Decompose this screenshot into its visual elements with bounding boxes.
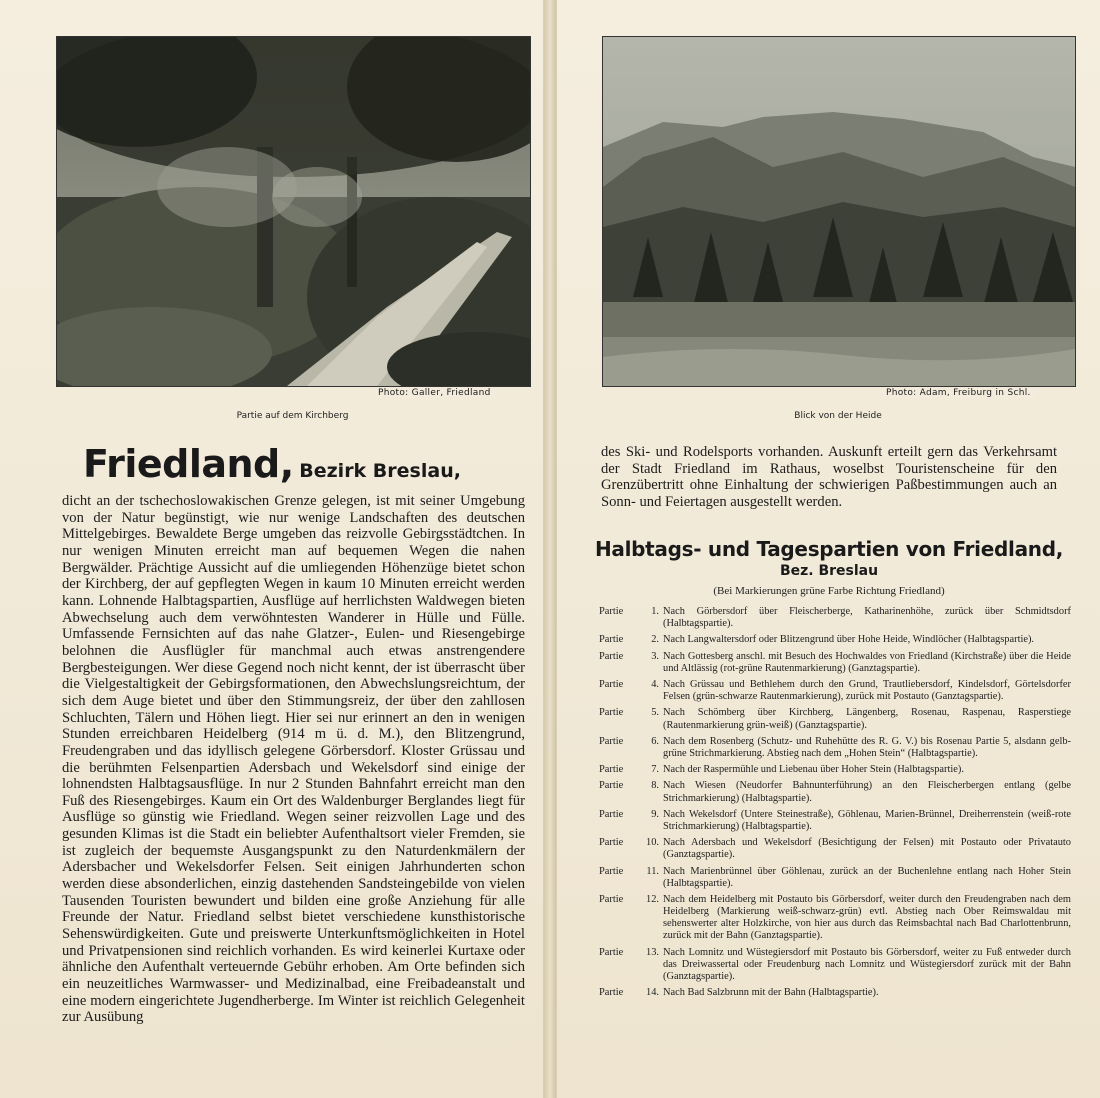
photo-credit: Photo: Adam, Freiburg in Schl. (882, 388, 1035, 398)
partie-number: 4. (651, 679, 659, 691)
partie-label: Partie (599, 764, 624, 776)
partie-number: 8. (651, 780, 659, 792)
partie-number: 2. (651, 634, 659, 646)
partie-text: Nach dem Heidelberg mit Postauto bis Görbersdorf, weiter durch den Freudengraben nach dem Heidelberg (Markierung weiß-schwarz-grün) evtl. Abstieg nach Ober Reimswaldau mit sehenswerter alter Holzkirche, von hier aus durch das Reimsbachtal nach Bad Charlottenbrunn, zurück mit der Bahn (Ganztagspartie). (663, 893, 1071, 942)
partie-text: Nach Marienbrünnel über Göhlenau, zurück an der Buchenlehne entlang nach Hoher Stein (Halbtagspartie). (663, 865, 1071, 889)
list-item (599, 987, 1071, 999)
partie-label: Partie (599, 679, 624, 691)
partie-number: 10. (646, 837, 659, 849)
partie-label: Partie (599, 650, 624, 662)
partie-label: Partie (599, 606, 624, 617)
partie-label: Partie (599, 893, 624, 905)
partie-label: Partie (599, 808, 624, 820)
partie-text: Nach dem Rosenberg (Schutz- und Ruhehütte des R. G. V.) bis Rosenau Partie 5, alsdann gelb-grüne Strichmarkierung. Abstieg nach dem „Hohen Stein“ (Halbtagspartie). (663, 735, 1071, 759)
partie-text: Nach Adersbach und Wekelsdorf (Besichtigung der Felsen) mit Postauto oder Privatauto (Ganztagspartie). (663, 837, 1071, 861)
list-item (599, 606, 1071, 630)
partie-text: Nach Wekelsdorf (Untere Steinestraße), Göhlenau, Marien-Brünnel, Dreiherrenstein (weiß-rote Strichmarkierung) (Halbtagspartie). (663, 808, 1071, 832)
partie-label: Partie (599, 780, 624, 792)
section-note: (Bei Markierungen grüne Farbe Richtung Friedland) (713, 585, 945, 597)
partie-text: Nach Görbersdorf über Fleischerberge, Katharinenhöhe, zurück über Schmidtsdorf (Halbtagspartie). (663, 606, 1071, 630)
photo-heide (602, 36, 1076, 387)
list-item (599, 780, 1071, 804)
list-item (599, 947, 1071, 983)
partie-number: 11. (646, 865, 659, 877)
partie-text: Nach Wiesen (Neudorfer Bahnunterführung) an den Fleischerbergen entlang (gelbe Strichmarkierung) (Halbtagspartie). (663, 780, 1071, 804)
partie-label: Partie (599, 946, 624, 958)
partie-number: 9. (651, 808, 659, 820)
center-fold (544, 0, 556, 1098)
partie-label: Partie (599, 837, 624, 849)
partie-number: 1. (651, 606, 659, 617)
section-subtitle: Bez. Breslau (779, 563, 879, 579)
list-item (599, 736, 1071, 760)
list-item (599, 866, 1071, 890)
list-item (599, 837, 1071, 861)
partie-list (599, 606, 1071, 1003)
list-item (599, 651, 1071, 675)
list-item (599, 809, 1071, 833)
partie-label: Partie (599, 865, 624, 877)
list-item (599, 764, 1071, 776)
partie-number: 3. (651, 650, 659, 662)
partie-text: Nach Grüssau und Bethlehem durch den Grund, Trautliebersdorf, Kindelsdorf, Görtelsdorfer Felsen (grün-schwarze Rautenmarkierung), zurück mit Postauto (Ganztagspartie). (663, 679, 1071, 703)
partie-number: 12. (646, 893, 659, 905)
list-item (599, 707, 1071, 731)
partie-number: 6. (651, 735, 659, 747)
partie-number: 13. (646, 946, 659, 958)
page-title (0, 442, 544, 486)
photo-credit: Photo: Galler, Friedland (374, 388, 495, 398)
partie-label: Partie (599, 634, 624, 646)
list-item (599, 679, 1071, 703)
partie-number: 14. (646, 986, 659, 998)
body-paragraph: dicht an der tschechoslowakischen Grenze gelegen, ist mit seiner Umgebung von der Natur begünstigt, wie nur wenige Landschaften des deutschen Mittelgebirges. Bewaldete Berge umgeben das reizvolle Gebirgsstädtchen. In nur wenigen Minuten erreicht man auf bequemen Wegen die nahen Bergwälder. Prächtige Aussicht auf die umliegenden Höhenzüge bietet schon der Kirchberg, der auf gepflegten Wegen in kaum 10 Minuten erreicht werden kann. Lohnende Halbtagspartien, Ausflüge auf herrlichsten Waldwegen bieten Abwechselung auch dem verwöhntesten Wanderer in Hülle und Fülle. Umfassende Fernsichten auf das nahe Glatzer-, Eulen- und Riesengebirge belohnen die Ausflügler für manchmal auch etwas anstrengendere Bergbesteigungen. Wer diese Gegend noch nicht kennt, der ist überrascht über die Vielgestaltigkeit der Gebirgsformationen, den Abwechslungsreichtum, der sich dem Auge bietet und über den Stimmungsreiz, der über den zahllosen Schluchten, Tälern und Höhen liegt. Hier sei nur erinnert an den in wenigen Stunden erreichbaren Heidelberg (914 m ü. d. M.), den Blitzengrund, Freudengraben und das idyllisch gelegene Görbersdorf. Kloster Grüssau und die berühmten Felsenpartien Adersbach und Wekelsdorf sind einige der lohnendsten Halbtagsausflüge. In nur 2 Stunden Bahnfahrt erreicht man den Fuß des Riesengebirges. Kaum ein Ort des Waldenburger Berglandes liegt für Ausflüge so günstig wie Friedland. Wegen seiner reizvollen Lage und des gesunden Klimas ist die Stadt ein beliebter Aufenthaltsort vieler Fremden, sie ist zugleich der bequemste Ausgangspunkt zu den Naturdenkmälern der Adersbacher und Wekelsdorfer Felsen. Seit einigen Jahrhunderten schon werden diese absonderlichen, einzig dastehenden Sandsteingebilde von vielen Tausenden Touristen bewundert und bilden eine große Anziehung für alle Freunde der Natur. Friedland selbst bietet verschiedene kunsthistorische Sehenswürdigkeiten. Gute und preiswerte Unterkunftsmöglichkeiten in Hotel und Privatpensionen sind reichlich vorhanden. Es wird keinerlei Kurtaxe oder ähnliche den Aufenthalt verteuernde Gebühr erhoben. Am Orte befinden sich ein neuzeitliches Warmwasser- und Medizinalbad, eine Freibadeanstalt und eine modern eingerichtete Jugendherberge. Im Winter ist reichlich Gelegenheit zur Ausübung (62, 493, 525, 1026)
list-item (599, 634, 1071, 646)
partie-text: Nach Lomnitz und Wüstegiersdorf mit Postauto bis Görbersdorf, weiter zu Fuß entweder durch das Dreiwassertal oder Freudenburg nach Lomnitz und Wüstegiersdorf zurück mit der Bahn (Ganztagspartie). (663, 946, 1071, 982)
partie-text: Nach Schömberg über Kirchberg, Längenberg, Rosenau, Raspenau, Rasperstiege (Rautenmarkierung grün-weiß) (Ganztagspartie). (663, 707, 1071, 731)
right-page (556, 0, 1100, 1098)
partie-text: Nach Gottesberg anschl. mit Besuch des Hochwaldes von Friedland (Kirchstraße) über die Heide und Altlässig (rot-grüne Rautenmarkierung) (Ganztagspartie). (663, 650, 1071, 674)
title-main: Friedland, (83, 442, 294, 486)
photo-caption: Blick von der Heide (794, 411, 882, 421)
partie-label: Partie (599, 707, 624, 719)
partie-text: Nach Langwaltersdorf oder Blitzengrund über Hohe Heide, Windlöcher (Halbtagspartie). (663, 634, 1035, 646)
title-sub: Bezirk Breslau, (299, 460, 461, 482)
photo-kirchberg (56, 36, 531, 387)
partie-number: 5. (651, 707, 659, 719)
section-title: Halbtags- und Tagespartien von Friedland, (594, 537, 1064, 561)
partie-label: Partie (599, 986, 624, 998)
list-item (599, 894, 1071, 942)
partie-text: Nach Bad Salzbrunn mit der Bahn (Halbtagspartie). (663, 986, 879, 998)
photo-caption: Partie auf dem Kirchberg (236, 411, 349, 421)
partie-text: Nach der Raspermühle und Liebenau über Hoher Stein (Halbtagspartie). (663, 764, 964, 776)
continuation-paragraph: des Ski- und Rodelsports vorhanden. Auskunft erteilt gern das Verkehrsamt der Stadt Friedland im Rathaus, woselbst Touristenscheine für den Grenzübertritt ohne Einhaltung der schwierigen Paßbestimmungen auch an Sonn- und Feiertagen ausgestellt werden. (601, 444, 1057, 510)
partie-number: 7. (651, 764, 659, 776)
left-page (0, 0, 544, 1098)
partie-label: Partie (599, 735, 624, 747)
